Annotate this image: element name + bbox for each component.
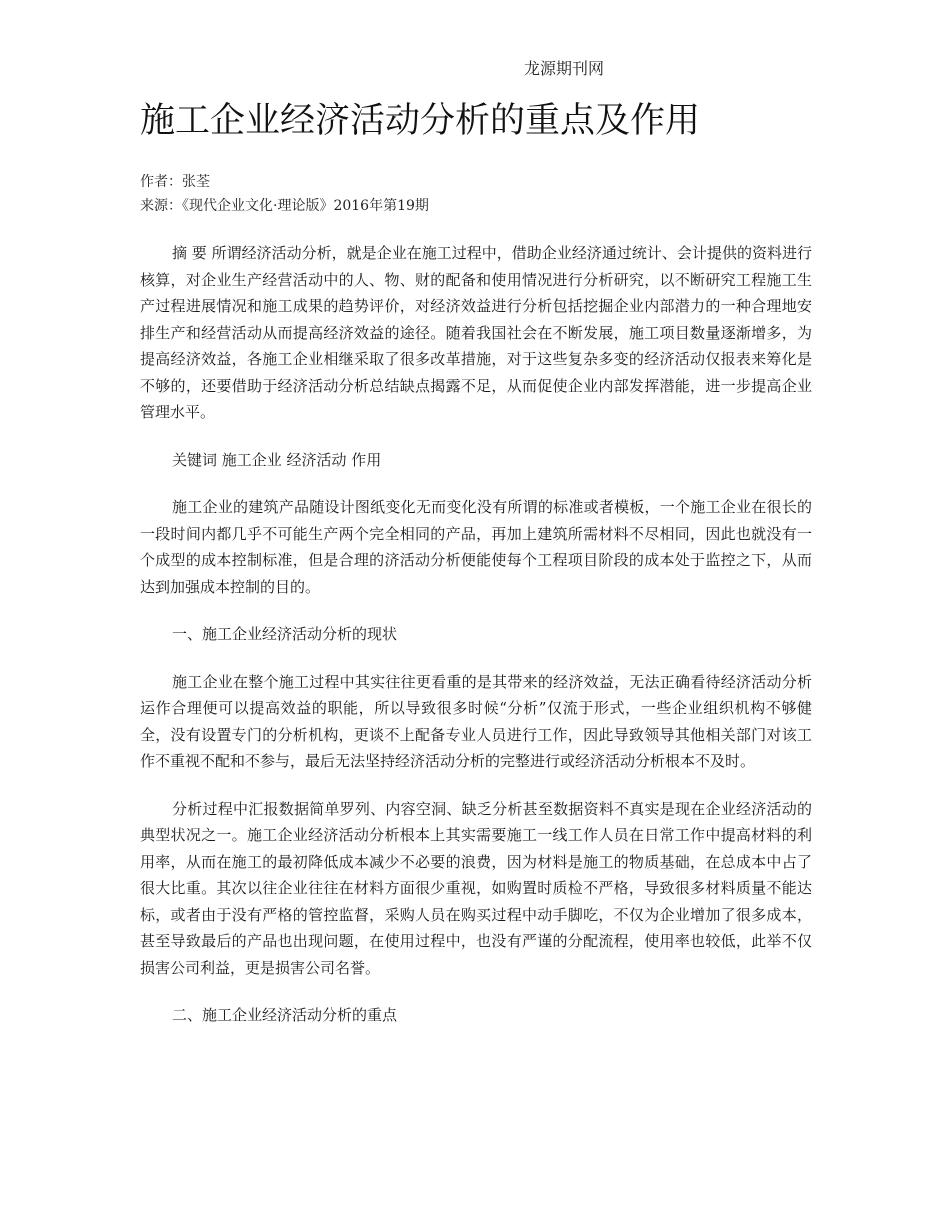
site-name: 龙源期刊网 <box>524 59 605 78</box>
section-heading: 一、施工企业经济活动分析的现状 <box>172 625 398 643</box>
body-paragraph: 施工企业在整个施工过程中其实往往更看重的是其带来的经济效益，无法正确看待经济活动分析运作合理便可以提高效益的职能，所以导致很多时候“分析”仅流于形式，一些企业组织机构不够健全，没有设置专门的分析机构，更谈不上配备专业人员进行工作，因此导致领导其他相关部门对该工作不重视不配和不参与，最后无法坚持经济活动分析的完整进行或经济活动分析根本不及时。 <box>140 672 812 770</box>
abstract-paragraph: 摘 要 所谓经济活动分析，就是企业在施工过程中，借助企业经济通过统计、会计提供的资料进行核算，对企业生产经营活动中的人、物、财的配备和使用情况进行分析研究，以不断研究工程施工生产过程进展情况和施工成果的趋势评价，对经济效益进行分析包括挖掘企业内部潜力的一种合理地安排生产和经营活动从而提高经济效益的途径。随着我国社会在不断发展，施工项目数量逐渐增多，为提高经济效益，各施工企业相继采取了很多改革措施，对于这些复杂多变的经济活动仅报表来筹化是不够的，还要借助于经济活动分析总结缺点揭露不足，从而促使企业内部发挥潜能，进一步提高企业管理水平。 <box>140 244 812 421</box>
body-paragraph: 分析过程中汇报数据简单罗列、内容空洞、缺乏分析甚至数据资料不真实是现在企业经济活动的典型状况之一。施工企业经济活动分析根本上其实需要施工一线工作人员在日常工作中提高材料的利用率，从而在施工的最初降低成本减少不必要的浪费，因为材料是施工的物质基础，在总成本中占了很大比重。其次以往企业往往在材料方面很少重视，如购置时质检不严格，导致很多材料质量不能达标，或者由于没有严格的管控监督，采购人员在购买过程中动手脚吃，不仅为企业增加了很多成本，甚至导致最后的产品也出现问题，在使用过程中，也没有严谨的分配流程，使用率也较低，此举不仅损害公司利益，更是损害公司名誉。 <box>140 799 812 977</box>
article-body <box>140 240 812 1050</box>
keywords-paragraph: 关键词 施工企业 经济活动 作用 <box>172 450 382 469</box>
section-heading: 二、施工企业经济活动分析的重点 <box>172 1006 398 1024</box>
source-line: 来源：《现代企业文化·理论版》2016年第19期 <box>140 198 429 214</box>
article-title: 施工企业经济活动分析的重点及作用 <box>140 101 701 141</box>
author-line: 作者：张荃 <box>140 174 210 190</box>
body-paragraph: 施工企业的建筑产品随设计图纸变化无而变化没有所谓的标准或者模板，一个施工企业在很长的一段时间内都几乎不可能生产两个完全相同的产品，再加上建筑所需材料不尽相同，因此也就没有一个成型的成本控制标准，但是合理的济活动分析便能使每个工程项目阶段的成本处于监控之下，从而达到加强成本控制的目的。 <box>140 498 812 596</box>
article-meta <box>140 170 429 218</box>
